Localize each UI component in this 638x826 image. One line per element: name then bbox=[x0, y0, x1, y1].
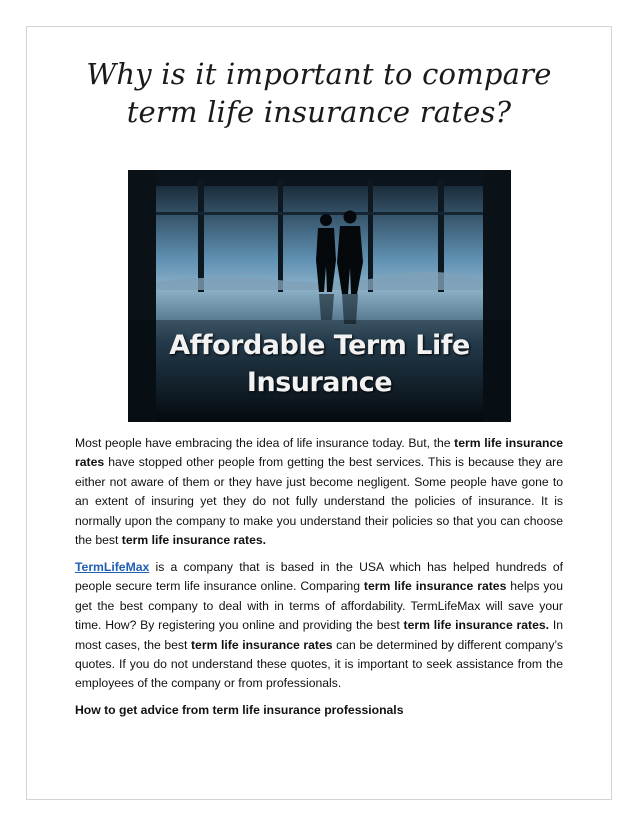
company-paragraph bbox=[75, 558, 563, 694]
text-run: helps you get the best company to deal with in terms of affordability. TermLifeMax will save your time. How? By registering you online and providing the best bbox=[75, 579, 563, 633]
bold-keyword: term life insurance rates bbox=[363, 579, 507, 594]
image-caption-line-1: Affordable Term Life bbox=[169, 330, 470, 361]
text-run: have stopped other people from getting the best services. This is because they are either not aware of them or they have just become negligent. Some people have gone to an extent of insuring yet they do not fully understand the policies of insurance. It is normally upon the company to make you understand their policies so that you can choose the best bbox=[75, 455, 563, 548]
intro-paragraph bbox=[75, 434, 563, 550]
image-caption-line-2: Insurance bbox=[246, 367, 393, 398]
text-run: is a company that is based in the USA which has helped hundreds of people secure term life insurance online. Comparing bbox=[75, 560, 563, 594]
termlifemax-link[interactable]: TermLifeMax bbox=[75, 560, 150, 574]
title-line-2: term life insurance rates? bbox=[126, 95, 512, 129]
text-run: can be determined by different company’s quotes. If you do not understand these quotes, it is important to seek assistance from the employees of the company or from professionals. bbox=[75, 637, 563, 691]
section-heading: How to get advice from term life insurance professionals bbox=[75, 703, 404, 717]
insurance-photo bbox=[128, 170, 511, 422]
bold-keyword: term life insurance rates. bbox=[403, 618, 550, 633]
bold-keyword: term life insurance rates bbox=[75, 436, 563, 470]
title-line-1: Why is it important to compare bbox=[86, 57, 552, 91]
text-run: Most people have embracing the idea of life insurance today. But, the bbox=[75, 436, 455, 450]
page-title bbox=[40, 55, 598, 131]
bold-keyword: term life insurance rates. bbox=[121, 533, 267, 548]
text-run: In most cases, the best bbox=[75, 618, 564, 652]
bold-keyword: term life insurance rates bbox=[191, 637, 333, 652]
